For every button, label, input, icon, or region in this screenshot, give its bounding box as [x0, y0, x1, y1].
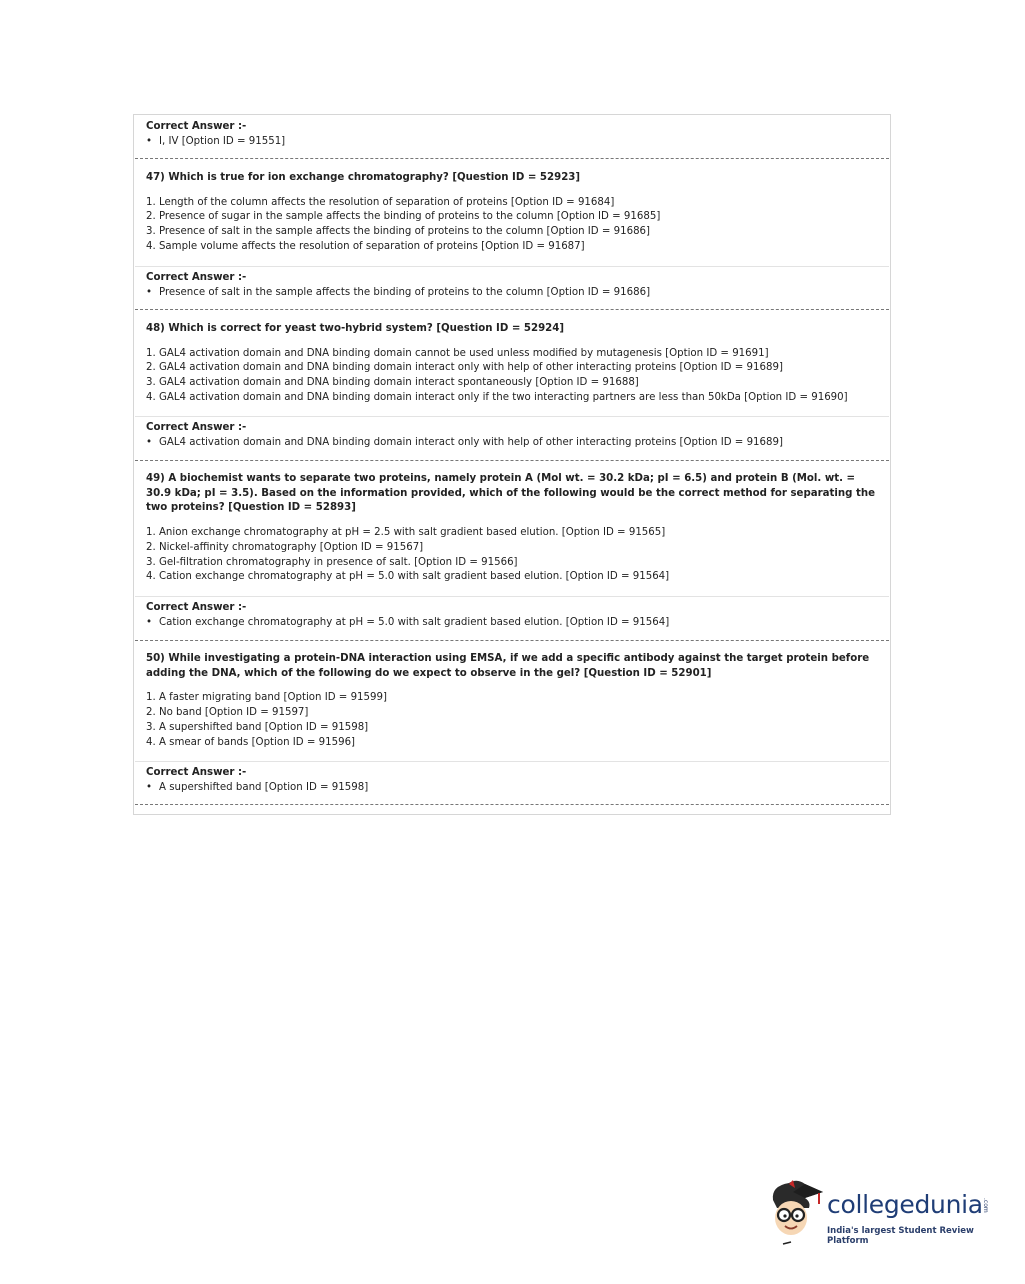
logo-suffix: .com	[982, 1198, 989, 1213]
answer-label: Correct Answer :-	[146, 272, 247, 283]
answer-text: Presence of salt in the sample affects the binding of proteins to the column [Option ID = 91686]	[159, 286, 651, 298]
answer-item: • A supershifted band [Option ID = 91598]	[146, 781, 878, 796]
answer-block-50	[146, 766, 878, 795]
option-item: 1. A faster migrating band [Option ID = 91599]	[146, 692, 387, 704]
question-text: 49) A biochemist wants to separate two proteins, namely protein A (Mol wt. = 30.2 kDa; pI = 6.5) and protein B (Mol. wt. = 30.9 kDa; pI = 3.5). Based on the information provided, which of the following would be the correct method for separating the two proteins? [Question ID = 52893]	[146, 473, 876, 514]
question-panel	[133, 114, 891, 815]
option-item: 2. Presence of sugar in the sample affects the binding of proteins to the column [Option ID = 91685]	[146, 211, 661, 223]
answer-label: Correct Answer :-	[146, 767, 247, 778]
divider	[135, 804, 889, 805]
answer-block-48	[146, 421, 878, 450]
option-item: 3. GAL4 activation domain and DNA binding domain interact spontaneously [Option ID = 91688]	[146, 377, 639, 389]
question-block-49	[146, 472, 878, 585]
logo-wordmark: collegedunia	[827, 1190, 983, 1219]
answer-block-47	[146, 271, 878, 300]
option-item: 3. Presence of salt in the sample affects the binding of proteins to the column [Option ID = 91686]	[146, 226, 651, 238]
answer-text: GAL4 activation domain and DNA binding domain interact only with help of other interacting proteins [Option ID = 91689]	[159, 436, 783, 448]
divider	[135, 460, 889, 461]
option-list	[146, 691, 878, 750]
option-item: 4. GAL4 activation domain and DNA binding domain interact only if the two interacting partners are less than 50kDa [Option ID = 91690]	[146, 391, 848, 403]
question-block-50	[146, 652, 878, 750]
option-list	[146, 526, 878, 585]
answer-item: • Presence of salt in the sample affects the binding of proteins to the column [Option ID = 91686]	[146, 286, 878, 301]
option-item: 4. Cation exchange chromatography at pH = 5.0 with salt gradient based elution. [Option ID = 91564]	[146, 571, 670, 583]
answer-label: Correct Answer :-	[146, 422, 247, 433]
answer-label: Correct Answer :-	[146, 602, 247, 613]
question-block-48	[146, 322, 878, 406]
answer-text: Cation exchange chromatography at pH = 5.0 with salt gradient based elution. [Option ID = 91564]	[159, 616, 670, 628]
answer-item: • GAL4 activation domain and DNA binding domain interact only with help of other interacting proteins [Option ID = 91689]	[146, 436, 878, 451]
inner-divider	[135, 596, 889, 597]
option-item: 2. No band [Option ID = 91597]	[146, 707, 309, 719]
option-item: 2. Nickel-affinity chromatography [Option ID = 91567]	[146, 541, 424, 553]
answer-label: Correct Answer :-	[146, 121, 247, 132]
inner-divider	[135, 761, 889, 762]
option-item: 1. Anion exchange chromatography at pH = 2.5 with salt gradient based elution. [Option ID = 91565]	[146, 527, 666, 539]
logo-tagline: India's largest Student Review Platform	[827, 1226, 974, 1246]
answer-item: • I, IV [Option ID = 91551]	[146, 135, 878, 150]
question-text: 50) While investigating a protein-DNA interaction using EMSA, if we add a specific antibody against the target protein before adding the DNA, which of the following do we expect to observe in the gel? [Question ID = 52901]	[146, 653, 870, 679]
inner-divider	[135, 416, 889, 417]
question-text: 48) Which is correct for yeast two-hybrid system? [Question ID = 52924]	[146, 323, 565, 334]
answer-text: I, IV [Option ID = 91551]	[159, 135, 286, 147]
answer-block-46	[146, 120, 878, 149]
option-list	[146, 196, 878, 255]
divider	[135, 640, 889, 641]
option-item: 1. GAL4 activation domain and DNA binding domain cannot be used unless modified by mutagenesis [Option ID = 91691]	[146, 347, 769, 359]
option-item: 1. Length of the column affects the resolution of separation of proteins [Option ID = 91684]	[146, 196, 615, 208]
divider	[135, 158, 889, 159]
mascot-icon	[767, 1178, 825, 1248]
option-item: 4. Sample volume affects the resolution of separation of proteins [Option ID = 91687]	[146, 240, 585, 252]
inner-divider	[135, 266, 889, 267]
option-item: 3. A supershifted band [Option ID = 91598]	[146, 721, 369, 733]
option-list	[146, 347, 878, 406]
option-item: 4. A smear of bands [Option ID = 91596]	[146, 736, 356, 748]
option-item: 3. Gel-filtration chromatography in presence of salt. [Option ID = 91566]	[146, 556, 518, 568]
option-item: 2. GAL4 activation domain and DNA binding domain interact only with help of other interacting proteins [Option ID = 91689]	[146, 362, 783, 374]
collegedunia-logo	[767, 1178, 992, 1250]
question-text: 47) Which is true for ion exchange chromatography? [Question ID = 52923]	[146, 172, 581, 183]
answer-block-49	[146, 601, 878, 630]
answer-text: A supershifted band [Option ID = 91598]	[159, 781, 369, 793]
answer-item: • Cation exchange chromatography at pH = 5.0 with salt gradient based elution. [Option ID = 91564]	[146, 616, 878, 631]
question-block-47	[146, 171, 878, 255]
divider	[135, 309, 889, 310]
